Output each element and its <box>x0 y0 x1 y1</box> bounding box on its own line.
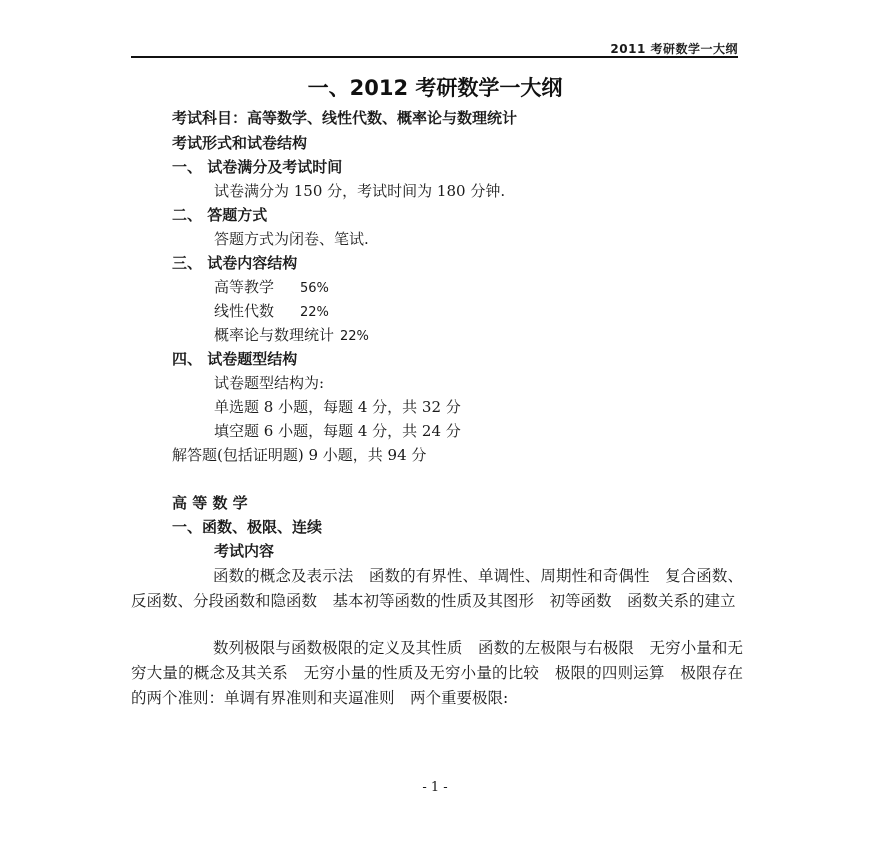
content-item <box>214 325 369 347</box>
section-1-body: 试卷满分为 150 分，考试时间为 180 分钟. <box>214 182 506 200</box>
exam-form-heading: 考试形式和试卷结构 <box>172 134 308 152</box>
content-item-label: 线性代数 <box>214 302 275 320</box>
chapter-heading: 一、函数、极限、连续 <box>172 518 323 536</box>
question-type-line: 填空题 6 小题，每题 4 分，共 24 分 <box>214 422 461 440</box>
running-header: 2011 考研数学一大纲 <box>610 42 738 56</box>
content-item-label: 概率论与数理统计 <box>214 326 335 344</box>
content-item-value: 22% <box>340 329 369 344</box>
content-item <box>214 301 329 323</box>
content-paragraph <box>131 564 743 614</box>
content-item-label: 高等教学 <box>214 278 275 296</box>
page-number: - 1 - <box>422 780 448 795</box>
question-type-line: 试卷题型结构为: <box>214 374 325 392</box>
header-rule <box>131 56 738 58</box>
content-item-value: 56% <box>300 281 329 296</box>
advanced-math-heading: 高 等 数 学 <box>172 494 248 512</box>
section-2-heading: 二、 答题方式 <box>172 206 268 224</box>
section-2-body: 答题方式为闭卷、笔试. <box>214 230 369 248</box>
section-4-heading: 四、 试卷题型结构 <box>172 350 298 368</box>
section-3-heading: 三、 试卷内容结构 <box>172 254 298 272</box>
content-item <box>214 277 329 299</box>
content-paragraph <box>131 636 743 711</box>
document-title: 一、2012 考研数学一大纲 <box>307 76 563 100</box>
exam-content-heading: 考试内容 <box>214 542 275 560</box>
question-type-line: 解答题(包括证明题) 9 小题，共 94 分 <box>172 446 427 464</box>
paragraph-text: 数列极限与函数极限的定义及其性质 函数的左极限与右极限 无穷小量和无穷大量的概念及其关系 无穷小量的性质及无穷小量的比较 极限的四则运算 极限存在的两个准则：单调有界准则和夹逼准则 两个重要极限: <box>131 639 743 707</box>
question-type-line: 单选题 8 小题，每题 4 分，共 32 分 <box>214 398 461 416</box>
paragraph-text: 函数的概念及表示法 函数的有界性、单调性、周期性和奇偶性 复合函数、反函数、分段函数和隐函数 基本初等函数的性质及其图形 初等函数 函数关系的建立 <box>131 567 743 610</box>
content-item-value: 22% <box>300 305 329 320</box>
section-1-heading: 一、 试卷满分及考试时间 <box>172 158 343 176</box>
exam-subjects: 考试科目：高等数学、线性代数、概率论与数理统计 <box>172 109 518 127</box>
